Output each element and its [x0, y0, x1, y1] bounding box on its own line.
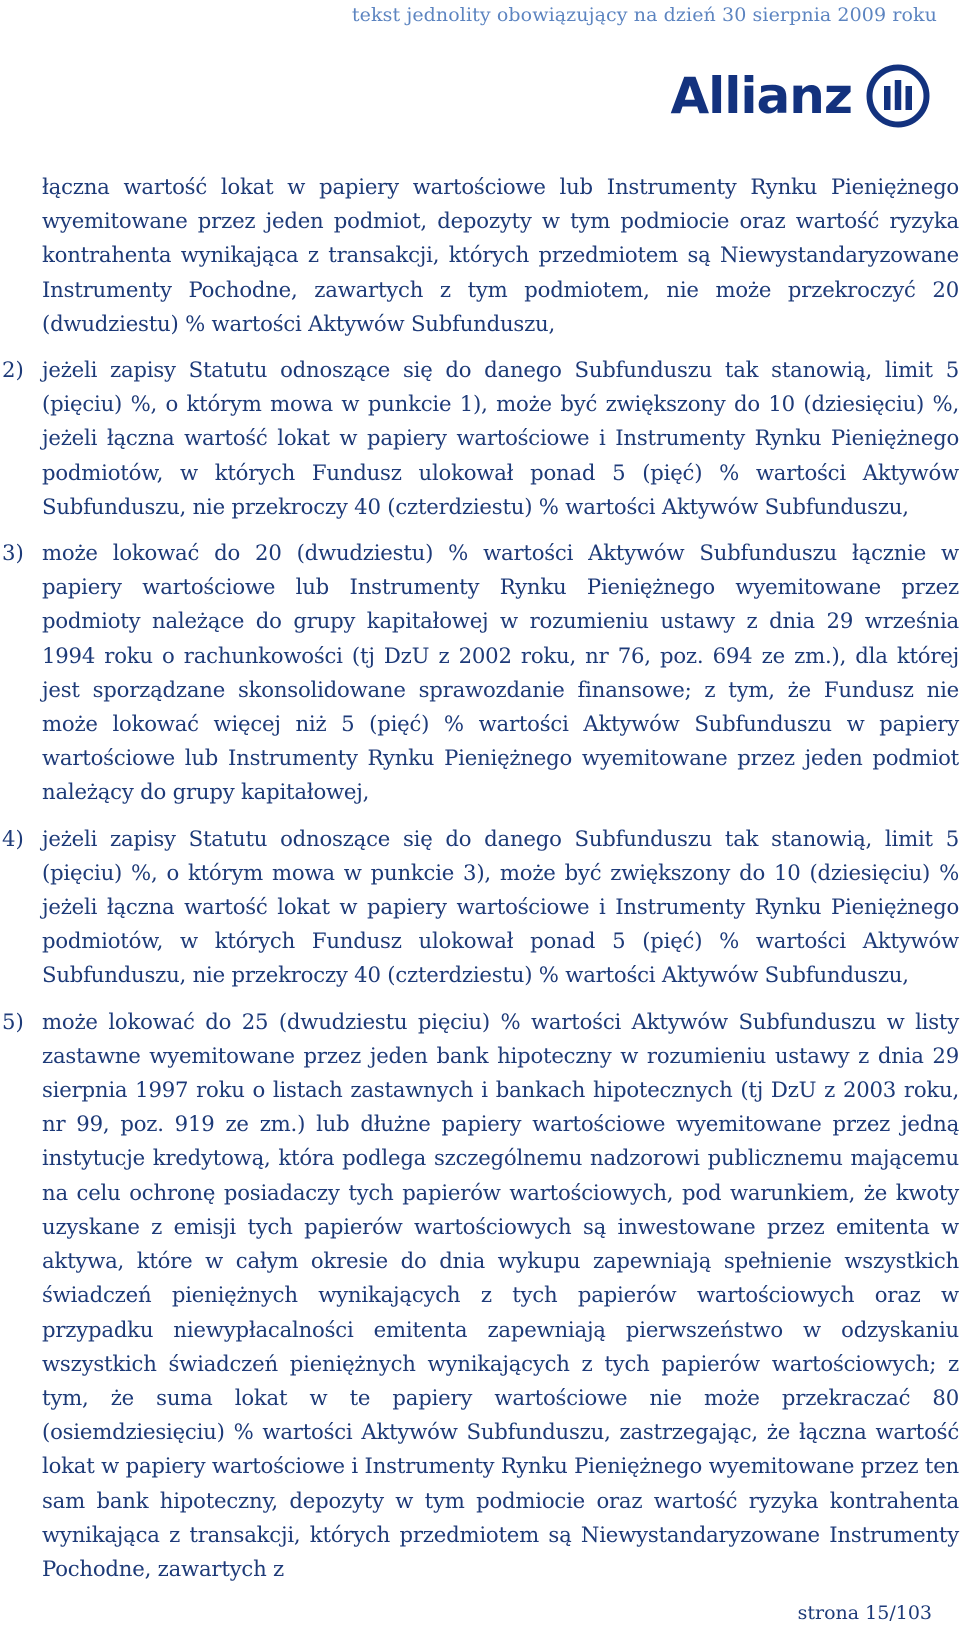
- document-body: [0, 170, 960, 1586]
- document-header-note: tekst jednolity obowiązujący na dzień 30 sierpnia 2009 roku: [351, 4, 937, 26]
- list-item-text: może lokować do 20 (dwudziestu) % wartości Aktywów Subfunduszu łącznie w papiery wartościowe lub Instrumenty Rynku Pieniężnego wyemitowane przez podmioty należące do grupy kapitałowej w rozumieniu ustawy z dnia 29 września 1994 roku o rachunkowości (tj DzU z 2002 roku, nr 76, poz. 694 ze zm.), dla której jest sporządzane skonsolidowane sprawozdanie finansowe; z tym, że Fundusz nie może lokować więcej niż 5 (pięć) % wartości Aktywów Subfunduszu w papiery wartościowe lub Instrumenty Rynku Pieniężnego wyemitowane przez jeden podmiot należący do grupy kapitałowej,: [42, 540, 959, 805]
- list-item-text: może lokować do 25 (dwudziestu pięciu) % wartości Aktywów Subfunduszu w listy zastawne wyemitowane przez jeden bank hipoteczny w rozumieniu ustawy z dnia 29 sierpnia 1997 roku o listach zastawnych i bankach hipotecznych (tj DzU z 2003 roku, nr 99, poz. 919 ze zm.) lub dłużne papiery wartościowe wyemitowane przez jedną instytucje kredytową, która podlega szczególnemu nadzorowi publicznemu mającemu na celu ochronę posiadaczy tych papierów wartościowych, pod warunkiem, że kwoty uzyskane z emisji tych papierów wartościowych są inwestowane przez emitenta w aktywa, które w całym okresie do dnia wykupu zapewniają spełnienie wszystkich świadczeń pieniężnych wynikających z tych papierów wartościowych oraz w przypadku niewypłacalności emitenta zapewniają pierwszeństwo w odzyskaniu wszystkich świadczeń pieniężnych wynikających z tych papierów wartościowych; z tym, że suma lokat w te papiery wartościowe nie może przekraczać 80 (osiemdziesięciu) % wartości Aktywów Subfunduszu, zastrzegając, że łączna wartość lokat w papiery wartościowe i Instrumenty Rynku Pieniężnego wyemitowane przez ten sam bank hipoteczny, depozyty w tym podmiocie oraz wartość ryzyka kontrahenta wynikająca z transakcji, których przedmiotem są Niewystandaryzowane Instrumenty Pochodne, zawartych z: [42, 1008, 959, 1581]
- list-item-3: [0, 536, 960, 810]
- list-item-2: [0, 353, 960, 524]
- list-item-number: 5): [2, 1008, 24, 1034]
- list-item-5: [0, 1005, 960, 1586]
- list-item-number: 4): [2, 825, 24, 851]
- allianz-logo: [670, 60, 930, 132]
- allianz-eagle-icon: [866, 64, 930, 128]
- logo-wordmark: Allianz: [670, 67, 852, 125]
- page-number: strona 15/103: [797, 1602, 932, 1624]
- list-item-text: jeżeli zapisy Statutu odnoszące się do danego Subfunduszu tak stanowią, limit 5 (pięciu) %, o którym mowa w punkcie 3), może być zwiększony do 10 (dziesięciu) % jeżeli łączna wartość lokat w papiery wartościowe i Instrumenty Rynku Pieniężnego podmiotów, w których Fundusz ulokował ponad 5 (pięć) % wartości Aktywów Subfunduszu, nie przekroczy 40 (czterdziestu) % wartości Aktywów Subfunduszu,: [42, 825, 959, 988]
- list-item-number: 2): [2, 357, 24, 383]
- intro-paragraph: łączna wartość lokat w papiery wartościowe lub Instrumenty Rynku Pieniężnego wyemitowane przez jeden podmiot, depozyty w tym podmiocie oraz wartość ryzyka kontrahenta wynikająca z transakcji, których przedmiotem są Niewystandaryzowane Instrumenty Pochodne, zawartych z tym podmiotem, nie może przekroczyć 20 (dwudziestu) % wartości Aktywów Subfunduszu,: [42, 174, 959, 336]
- list-item-text: jeżeli zapisy Statutu odnoszące się do danego Subfunduszu tak stanowią, limit 5 (pięciu) %, o którym mowa w punkcie 1), może być zwiększony do 10 (dziesięciu) %, jeżeli łączna wartość lokat w papiery wartościowe i Instrumenty Rynku Pieniężnego podmiotów, w których Fundusz ulokował ponad 5 (pięć) % wartości Aktywów Subfunduszu, nie przekroczy 40 (czterdziestu) % wartości Aktywów Subfunduszu,: [42, 357, 959, 519]
- list-item-4: [0, 822, 960, 993]
- list-item-number: 3): [2, 540, 24, 566]
